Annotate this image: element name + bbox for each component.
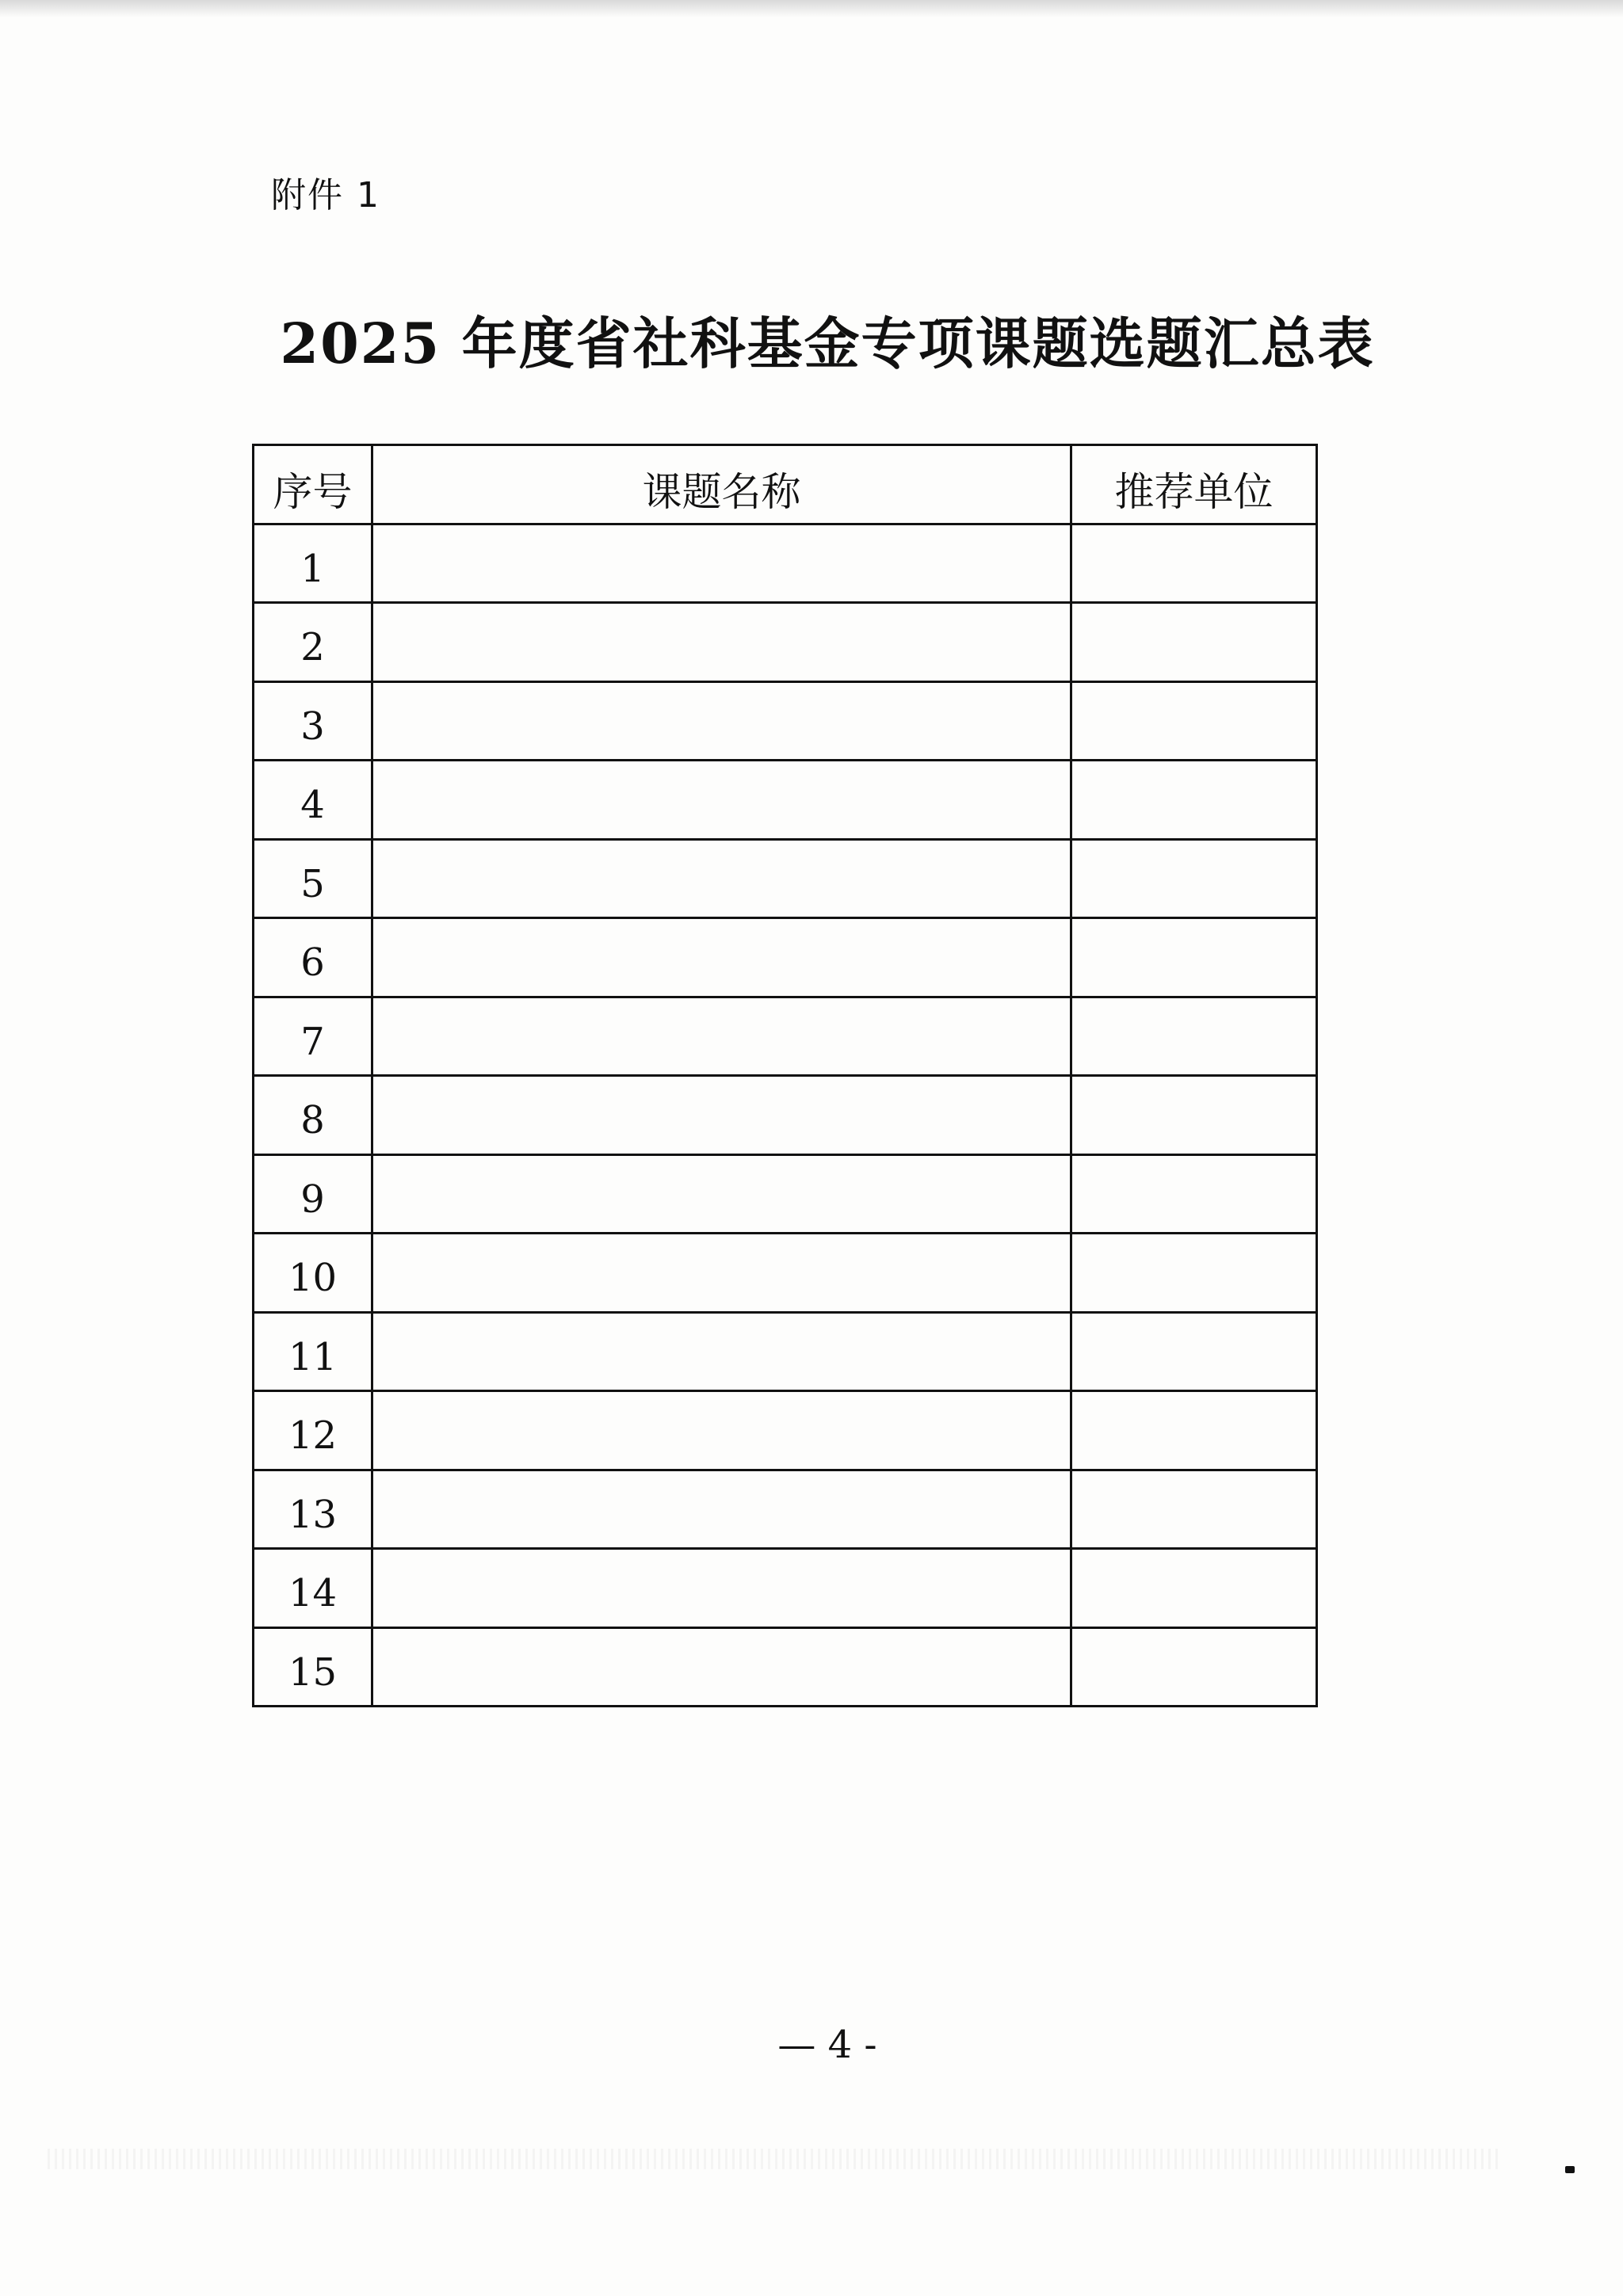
row-number: 12: [254, 1391, 372, 1470]
recommending-unit-cell[interactable]: [1071, 1391, 1317, 1470]
topic-name-cell[interactable]: [372, 1234, 1071, 1313]
row-number: 7: [254, 997, 372, 1076]
recommending-unit-cell[interactable]: [1071, 1076, 1317, 1155]
recommending-unit-cell[interactable]: [1071, 1312, 1317, 1391]
table-row: [254, 1549, 1317, 1628]
topic-name-cell[interactable]: [372, 681, 1071, 761]
table-row: [254, 761, 1317, 840]
document-title: 2025 年度省社科基金专项课题选题汇总表: [280, 311, 1375, 376]
table-row: [254, 1154, 1317, 1234]
column-header-unit: 推荐单位: [1071, 445, 1317, 524]
recommending-unit-cell[interactable]: [1071, 1154, 1317, 1234]
recommending-unit-cell[interactable]: [1071, 1627, 1317, 1707]
row-number: 15: [254, 1627, 372, 1707]
topic-name-cell[interactable]: [372, 1470, 1071, 1549]
page-number: — 4 -: [777, 2023, 877, 2067]
row-number: 5: [254, 839, 372, 918]
topic-name-cell[interactable]: [372, 1312, 1071, 1391]
table-row: [254, 1470, 1317, 1549]
table-row: [254, 1627, 1317, 1707]
table-row: [254, 524, 1317, 603]
recommending-unit-cell[interactable]: [1071, 1234, 1317, 1313]
row-number: 10: [254, 1234, 372, 1313]
table-row: [254, 603, 1317, 682]
recommending-unit-cell[interactable]: [1071, 997, 1317, 1076]
column-header-topic: 课题名称: [372, 445, 1071, 524]
table-row: [254, 681, 1317, 761]
topic-name-cell[interactable]: [372, 1549, 1071, 1628]
topic-name-cell[interactable]: [372, 761, 1071, 840]
topic-name-cell[interactable]: [372, 1154, 1071, 1234]
row-number: 6: [254, 918, 372, 997]
table-row: [254, 997, 1317, 1076]
table-row: [254, 918, 1317, 997]
scan-bottom-noise: [48, 2149, 1498, 2169]
topic-name-cell[interactable]: [372, 918, 1071, 997]
table-header-row: [254, 445, 1317, 524]
scan-top-edge: [0, 0, 1623, 17]
table-row: [254, 839, 1317, 918]
row-number: 11: [254, 1312, 372, 1391]
topic-name-cell[interactable]: [372, 839, 1071, 918]
column-header-number: 序号: [254, 445, 372, 524]
row-number: 13: [254, 1470, 372, 1549]
attachment-label: 附件 1: [271, 175, 380, 215]
row-number: 4: [254, 761, 372, 840]
topic-name-cell[interactable]: [372, 524, 1071, 603]
row-number: 2: [254, 603, 372, 682]
recommending-unit-cell[interactable]: [1071, 524, 1317, 603]
table-row: [254, 1234, 1317, 1313]
row-number: 3: [254, 681, 372, 761]
recommending-unit-cell[interactable]: [1071, 839, 1317, 918]
topic-name-cell[interactable]: [372, 1391, 1071, 1470]
table-row: [254, 1391, 1317, 1470]
recommending-unit-cell[interactable]: [1071, 1470, 1317, 1549]
topic-name-cell[interactable]: [372, 997, 1071, 1076]
topic-name-cell[interactable]: [372, 1076, 1071, 1155]
scan-corner-mark: [1565, 2166, 1575, 2173]
row-number: 14: [254, 1549, 372, 1628]
table-body: [254, 524, 1317, 1707]
recommending-unit-cell[interactable]: [1071, 761, 1317, 840]
summary-table: [252, 444, 1318, 1707]
table-row: [254, 1076, 1317, 1155]
row-number: 9: [254, 1154, 372, 1234]
recommending-unit-cell[interactable]: [1071, 918, 1317, 997]
recommending-unit-cell[interactable]: [1071, 681, 1317, 761]
topic-name-cell[interactable]: [372, 1627, 1071, 1707]
topic-name-cell[interactable]: [372, 603, 1071, 682]
table-row: [254, 1312, 1317, 1391]
row-number: 8: [254, 1076, 372, 1155]
recommending-unit-cell[interactable]: [1071, 603, 1317, 682]
recommending-unit-cell[interactable]: [1071, 1549, 1317, 1628]
row-number: 1: [254, 524, 372, 603]
